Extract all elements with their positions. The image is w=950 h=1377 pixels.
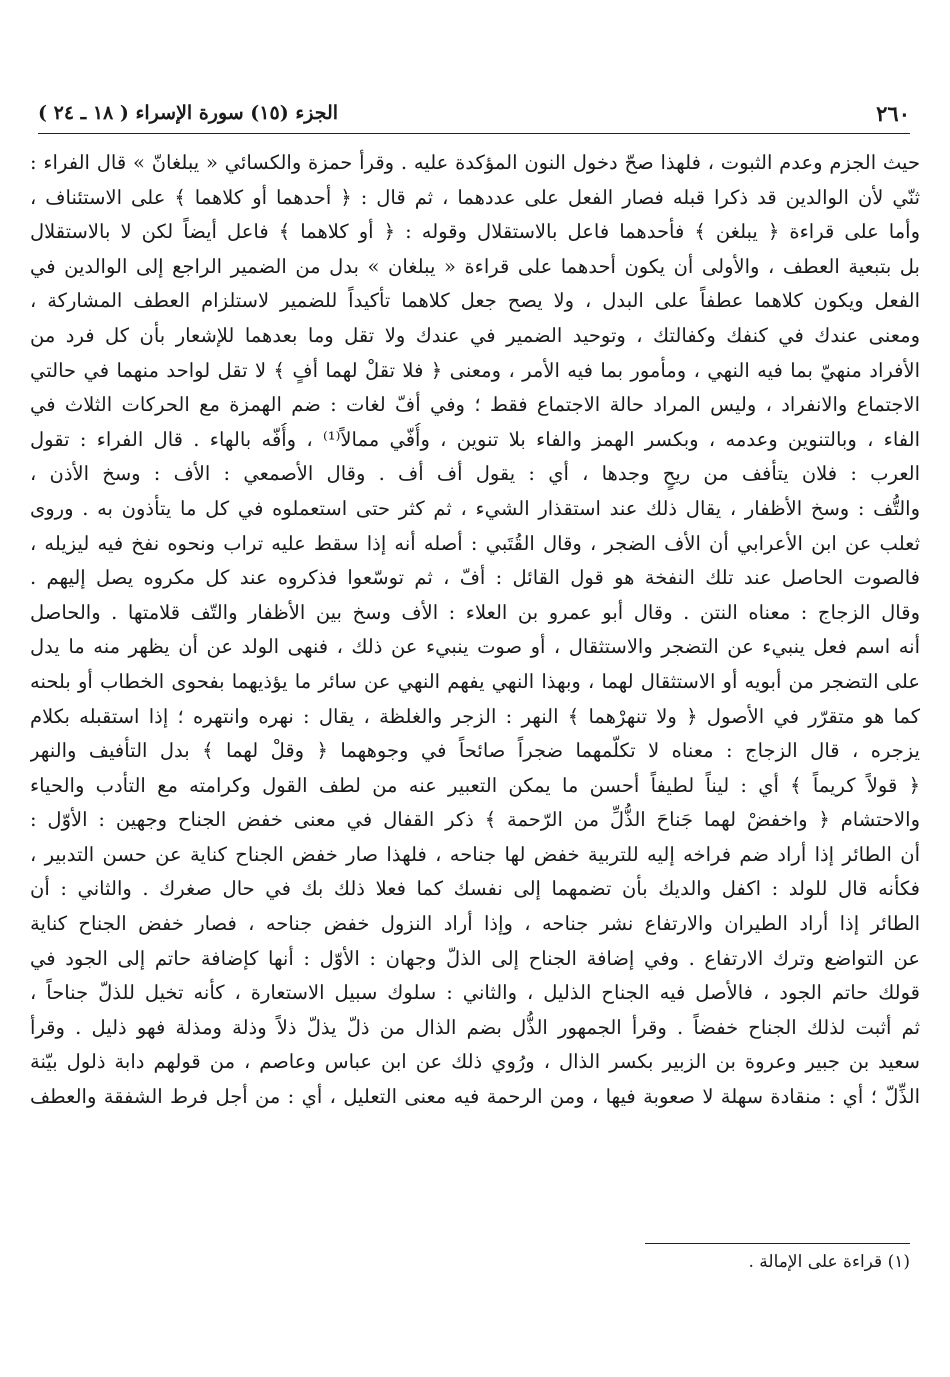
body-line: فكأنه قال للولد : اكفل والديك بأن تضمهما إلى نفسك كما فعلا ذلك بك في حال صغرك . والثاني : أن xyxy=(30,877,920,901)
body-line: والاحتشام ﴿ واخفضْ لهما جَناحَ الذُّلِّ من الرّحمة ﴾ ذكر القفال في معنى خفض الجناح وجهين : الأوّل : xyxy=(30,808,920,832)
body-text xyxy=(30,146,920,1115)
body-line: فالصوت الحاصل عند تلك النفخة هو قول القائل : أفّ ، ثم توسّعوا فذكروه عند كل مكروه يصل إليهم . xyxy=(30,566,920,590)
body-line: ومعنى عندك في كنفك وكفالتك ، وتوحيد الضمير في عندك ولا تقل وما بعدهما للإشعار بأن كل فرد من xyxy=(30,323,920,347)
header-rule xyxy=(38,133,910,134)
body-line: حيث الجزم وعدم الثبوت ، فلهذا صحّ دخول النون المؤكدة عليه . وقرأ حمزة والكسائي « يبلغانّ » قال الفراء : xyxy=(30,151,920,174)
header-title: الجزء (١٥) سورة الإسراء ( ١٨ ـ ٢٤ ) xyxy=(38,102,339,124)
body-line: على التضجر من أبويه أو الاستثقال لهما ، وبهذا النهي يفهم النهي عن سائر ما يؤذيهما بفحوى الخطاب أو بلحنه xyxy=(30,669,920,693)
body-line: وأما على قراءة ﴿ يبلغن ﴾ فأحدهما فاعل بالاستقلال وقوله : ﴿ أو كلاهما ﴾ فاعل أيضاً لكن لا بالاستقلال xyxy=(30,220,920,244)
running-header xyxy=(38,96,910,130)
body-line: ثنّي لأن الوالدين قد ذكرا قبله فصار الفعل على عددهما ، ثم قال : ﴿ أحدهما أو كلاهما ﴾ على الاستئناف ، xyxy=(30,185,920,209)
body-line: الطائر إذا أراد الطيران والارتفاع نشر جناحه ، وإذا أراد النزول خفض جناحه ، فصار خفض الجناح كناية xyxy=(30,912,920,936)
body-line: العرب : فلان يتأفف من ريحٍ وجدها ، أي : يقول أف أف . وقال الأصمعي : الأف : وسخ الأذن ، xyxy=(30,462,920,486)
body-line: ثعلب عن ابن الأعرابي أن الأف الضجر ، وقال القُتَبي : أصله أنه إذا سقط عليه تراب ونحوه نفخ فيه ليزيله ، xyxy=(30,531,920,555)
body-line: الفعل ويكون كلاهما عطفاً على البدل ، ولا يصح جعل كلاهما تأكيداً للضمير لاستلزام العطف المشاركة ، xyxy=(30,289,920,313)
body-line: وقال الزجاج : معناه النتن . وقال أبو عمرو بن العلاء : الأف وسخ بين الأظفار والتّف قلامتها . والحاصل xyxy=(30,600,920,624)
body-line: الاجتماع والانفراد ، وليس المراد حالة الاجتماع فقط ؛ وفي أفّ لغات : ضم الهمزة مع الحركات الثلاث في xyxy=(30,393,920,417)
page-number: ٢٦٠ xyxy=(876,100,910,126)
body-line: يزجره ، قال الزجاج : معناه لا تكلّمهما ضجراً صائحاً في وجوههما ﴿ وقلْ لهما ﴾ بدل التأفيف والنهر xyxy=(30,739,920,763)
body-line: ﴿ قولاً كريماً ﴾ أي : ليناً لطيفاً أحسن ما يمكن التعبير عنه من لطف القول وكرامته مع التأدب والحياء xyxy=(30,773,920,797)
body-line: أنه اسم فعل ينبيء عن التضجر والاستثقال ، أو صوت ينبيء عن ذلك ، فنهى الولد عن أن يظهر منه ما يدل xyxy=(30,635,920,659)
body-line: الأفراد منهيّ بما فيه النهي ، ومأمور بما فيه الأمر ، ومعنى ﴿ فلا تقلْ لهما أفٍ ﴾ لا تقل لواحد منهما في حالتي xyxy=(30,358,920,382)
body-line: الفاء ، وبالتنوين وعدمه ، وبكسر الهمز والفاء بلا تنوين ، وأُفّي ممالاً⁽¹⁾ ، وأُفّه بالهاء . قال الفراء : تقول xyxy=(30,427,920,451)
body-line: قولك حاتم الجود ، فالأصل فيه الجناح الذليل ، والثاني : سلوك سبيل الاستعارة ، كأنه تخيل للذلّ جناحاً ، xyxy=(30,981,920,1005)
body-line: كما هو متقرّر في الأصول ﴿ ولا تنهرْهما ﴾ النهر : الزجر والغلظة ، يقال : نهره وانتهره ؛ إذا استقبله بكلام xyxy=(30,704,920,728)
body-line: والتُّف : وسخ الأظفار ، يقال ذلك عند استقذار الشيء ، ثم كثر حتى استعملوه في كل ما يتأذون به . وروى xyxy=(30,496,920,520)
body-line: ثم أثبت لذلك الجناح خفضاً . وقرأ الجمهور الذُّل بضم الذال من ذلّ يذلّ ذلاً وذلة ومذلة فهو ذليل . وقرأ xyxy=(30,1015,920,1039)
body-line: أن الطائر إذا أراد ضم فراخه إليه للتربية خفض لها جناحه ، فلهذا صار خفض الجناح كناية عن حسن التدبير ، xyxy=(30,842,920,866)
body-line: سعيد بن جبير وعروة بن الزبير بكسر الذال ، ورُوي ذلك عن ابن عباس وعاصم ، من قولهم دابة ذلول بيّنة xyxy=(30,1050,920,1074)
body-line: الذِّلّ ؛ أي : منقادة سهلة لا صعوبة فيها ، ومن الرحمة فيه معنى التعليل ، أي : من أجل فرط الشفقة والعطف xyxy=(30,1085,920,1109)
body-line: بل بتبعية العطف ، والأولى أن يكون أحدهما على قراءة « يبلغان » بدل من الضمير الراجع إلى الوالدين في xyxy=(30,254,920,278)
footnote: (١) قراءة على الإمالة . xyxy=(748,1252,910,1272)
footnote-rule xyxy=(645,1243,910,1244)
body-line: عن التواضع وترك الارتفاع . وفي إضافة الجناح إلى الذلّ وجهان : الأوّل : أنها كإضافة حاتم إلى الجود في xyxy=(30,946,920,970)
